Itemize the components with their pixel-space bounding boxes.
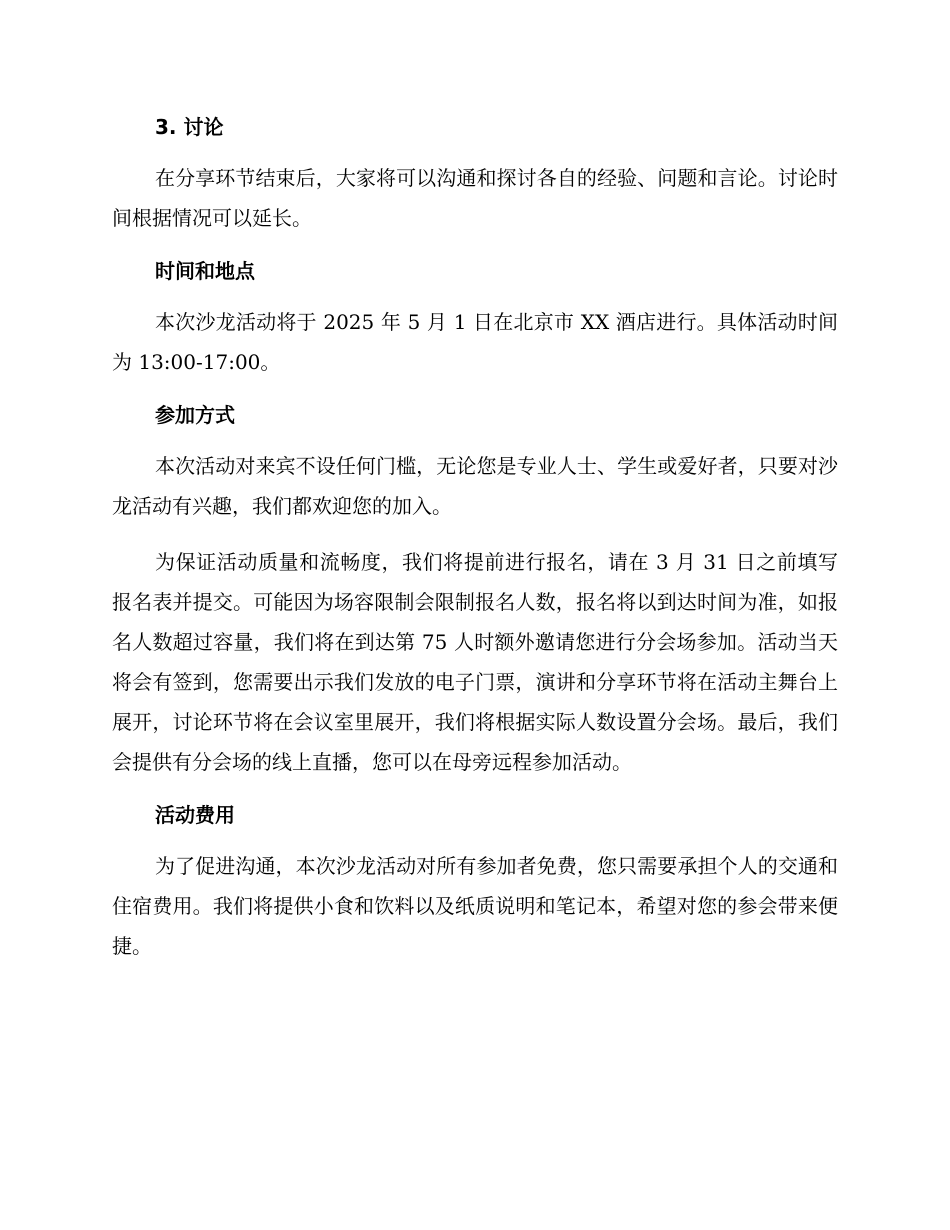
paragraph: 为保证活动质量和流畅度，我们将提前进行报名，请在 3 月 31 日之前填写报名表并提交。可能因为场容限制会限制报名人数，报名将以到达时间为准，如报名人数超过容量，我们将在到达第 75 人时额外邀请您进行分会场参加。活动当天将会有签到，您需要出示我们发放的电子门票，演讲和分享环节将在活动主舞台上展开，讨论环节将在会议室里展开，我们将根据实际人数设置分会场。最后，我们会提供有分会场的线上直播，您可以在母旁远程参加活动。 xyxy=(112,550,838,774)
section-heading: 时间和地点 xyxy=(155,259,255,283)
paragraph: 本次活动对来宾不设任何门槛，无论您是专业人士、学生或爱好者，只要对沙龙活动有兴趣，我们都欢迎您的加入。 xyxy=(112,454,838,518)
section-participation xyxy=(112,398,838,782)
section-discussion xyxy=(112,110,838,238)
section-heading: 参加方式 xyxy=(155,403,235,427)
paragraph: 在分享环节结束后，大家将可以沟通和探讨各自的经验、问题和言论。讨论时间根据情况可以延长。 xyxy=(112,166,838,230)
paragraph: 本次沙龙活动将于 2025 年 5 月 1 日在北京市 XX 酒店进行。具体活动时间为 13:00-17:00。 xyxy=(112,310,838,374)
section-fees xyxy=(112,798,838,966)
paragraph: 为了促进沟通，本次沙龙活动对所有参加者免费，您只需要承担个人的交通和住宿费用。我们将提供小食和饮料以及纸质说明和笔记本，希望对您的参会带来便捷。 xyxy=(112,854,838,958)
section-heading: 活动费用 xyxy=(155,803,235,827)
section-time-location xyxy=(112,254,838,382)
section-heading: 3. 讨论 xyxy=(155,115,224,139)
